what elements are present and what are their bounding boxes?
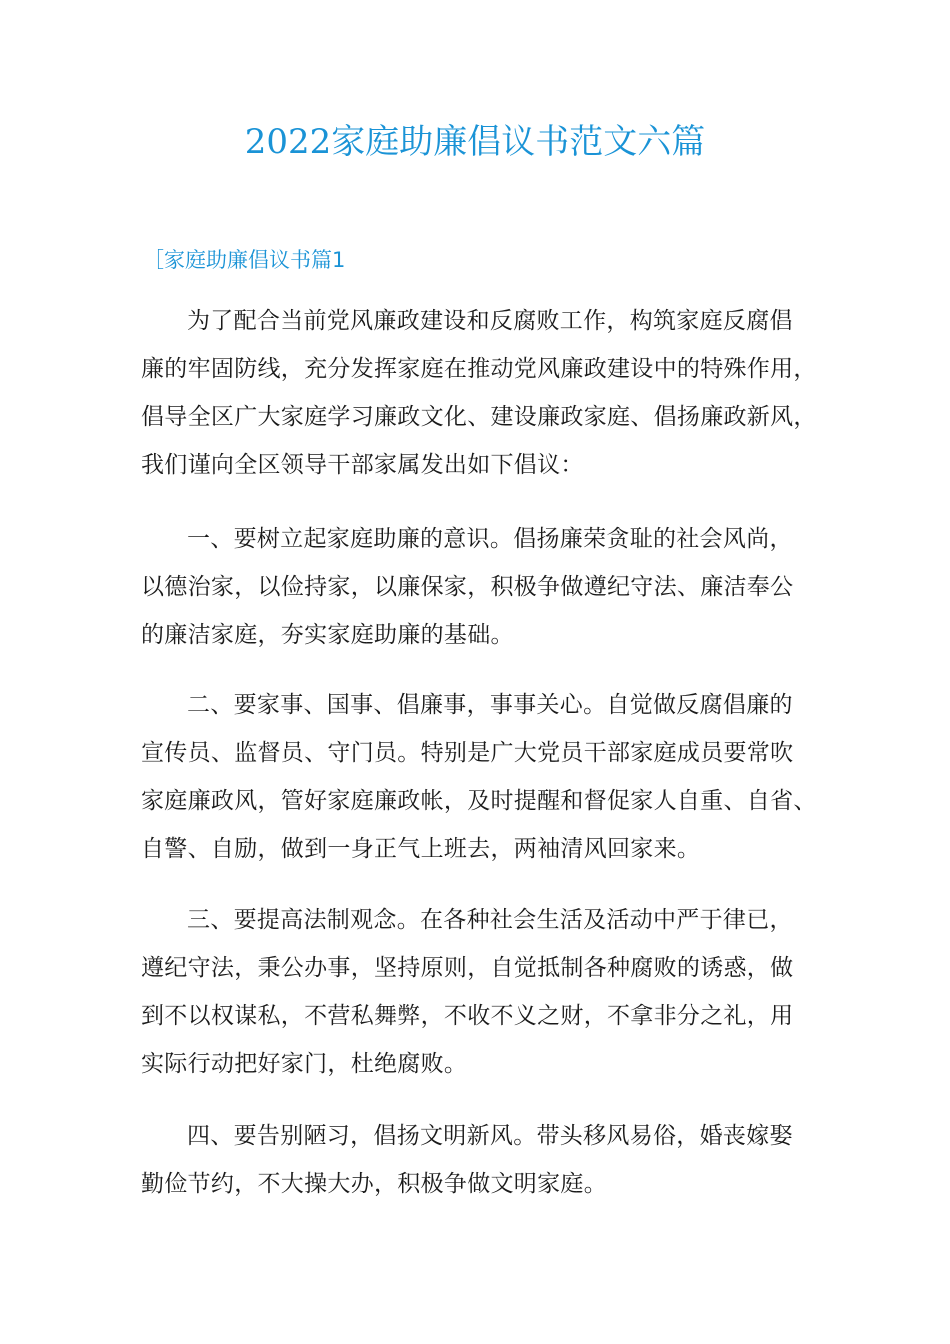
paragraph-intro (141, 297, 831, 489)
paragraph-line: 倡导全区广大家庭学习廉政文化、建设廉政家庭、倡扬廉政新风， (141, 404, 817, 430)
paragraph-line: 实际行动把好家门，杜绝腐败。 (141, 1051, 468, 1077)
paragraph-line: 为了配合当前党风廉政建设和反腐败工作，构筑家庭反腐倡 (187, 308, 793, 334)
paragraph-item-4 (141, 1112, 831, 1208)
paragraph-line: 四、要告别陋习，倡扬文明新风。带头移风易俗，婚丧嫁娶 (187, 1123, 793, 1149)
paragraph-line: 家庭廉政风，管好家庭廉政帐，及时提醒和督促家人自重、自省、 (141, 788, 817, 814)
section-heading: ［家庭助廉倡议书篇1 (143, 248, 346, 272)
paragraph-line: 勤俭节约，不大操大办，积极争做文明家庭。 (141, 1171, 607, 1197)
paragraph-line: 的廉洁家庭，夯实家庭助廉的基础。 (141, 622, 514, 648)
paragraph-line: 宣传员、监督员、守门员。特别是广大党员干部家庭成员要常吹 (141, 740, 794, 766)
paragraph-item-3 (141, 896, 831, 1088)
paragraph-line: 三、要提高法制观念。在各种社会生活及活动中严于律已， (187, 907, 793, 933)
document-title: 2022家庭助廉倡议书范文六篇 (244, 122, 706, 162)
paragraph-line: 我们谨向全区领导干部家属发出如下倡议： (141, 452, 584, 478)
paragraph-line: 遵纪守法，秉公办事，坚持原则，自觉抵制各种腐败的诱惑，做 (141, 955, 794, 981)
paragraph-line: 二、要家事、国事、倡廉事，事事关心。自觉做反腐倡廉的 (187, 692, 793, 718)
paragraph-line: 到不以权谋私，不营私舞弊，不收不义之财，不拿非分之礼，用 (141, 1003, 794, 1029)
paragraph-item-1 (141, 515, 831, 659)
paragraph-line: 自警、自励，做到一身正气上班去，两袖清风回家来。 (141, 836, 701, 862)
paragraph-line: 一、要树立起家庭助廉的意识。倡扬廉荣贪耻的社会风尚， (187, 526, 793, 552)
paragraph-item-2 (141, 681, 831, 873)
paragraph-line: 廉的牢固防线，充分发挥家庭在推动党风廉政建设中的特殊作用， (141, 356, 817, 382)
paragraph-line: 以德治家，以俭持家，以廉保家，积极争做遵纪守法、廉洁奉公 (141, 574, 794, 600)
